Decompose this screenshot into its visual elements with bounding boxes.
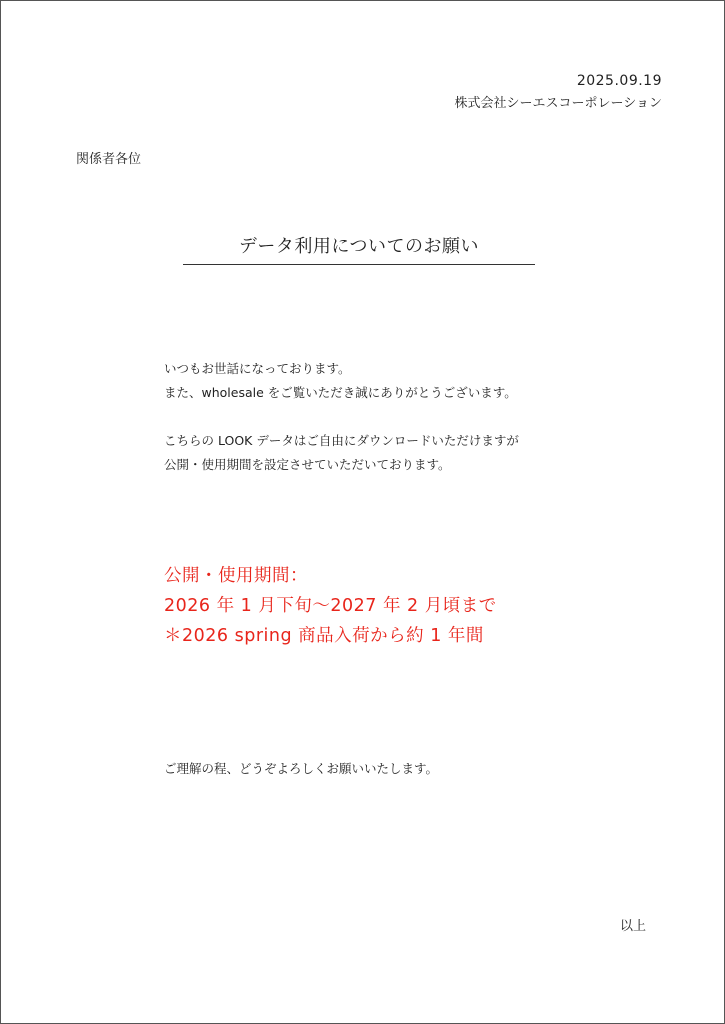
greeting-paragraph xyxy=(164,357,517,405)
usage-period-block xyxy=(164,561,497,651)
document-date: 2025.09.19 xyxy=(576,73,662,89)
notice-line: 公開・使用期間を設定させていただいております。 xyxy=(164,457,451,472)
notice-line: こちらの LOOK データはご自由にダウンロードいただけますが xyxy=(164,433,519,448)
closing-line: ご理解の程、どうぞよろしくお願いいたします。 xyxy=(164,761,439,776)
usage-period-label: 公開・使用期間： xyxy=(164,566,308,586)
greeting-line: また、wholesale をご覧いただき誠にありがとうございます。 xyxy=(164,385,517,400)
title-underline xyxy=(183,264,535,265)
title-block xyxy=(183,235,535,265)
ending-mark: 以上 xyxy=(620,919,647,934)
company-name: 株式会社シーエスコーポレーション xyxy=(454,96,662,111)
greeting-line: いつもお世話になっております。 xyxy=(164,361,351,376)
document-title: データ利用についてのお願い xyxy=(238,236,480,257)
usage-period-range: 2026 年 1 月下旬〜2027 年 2 月頃まで xyxy=(164,596,497,616)
addressee: 関係者各位 xyxy=(76,152,142,167)
notice-paragraph xyxy=(164,429,519,477)
usage-period-note: ＊2026 spring 商品入荷から約 1 年間 xyxy=(164,626,484,646)
